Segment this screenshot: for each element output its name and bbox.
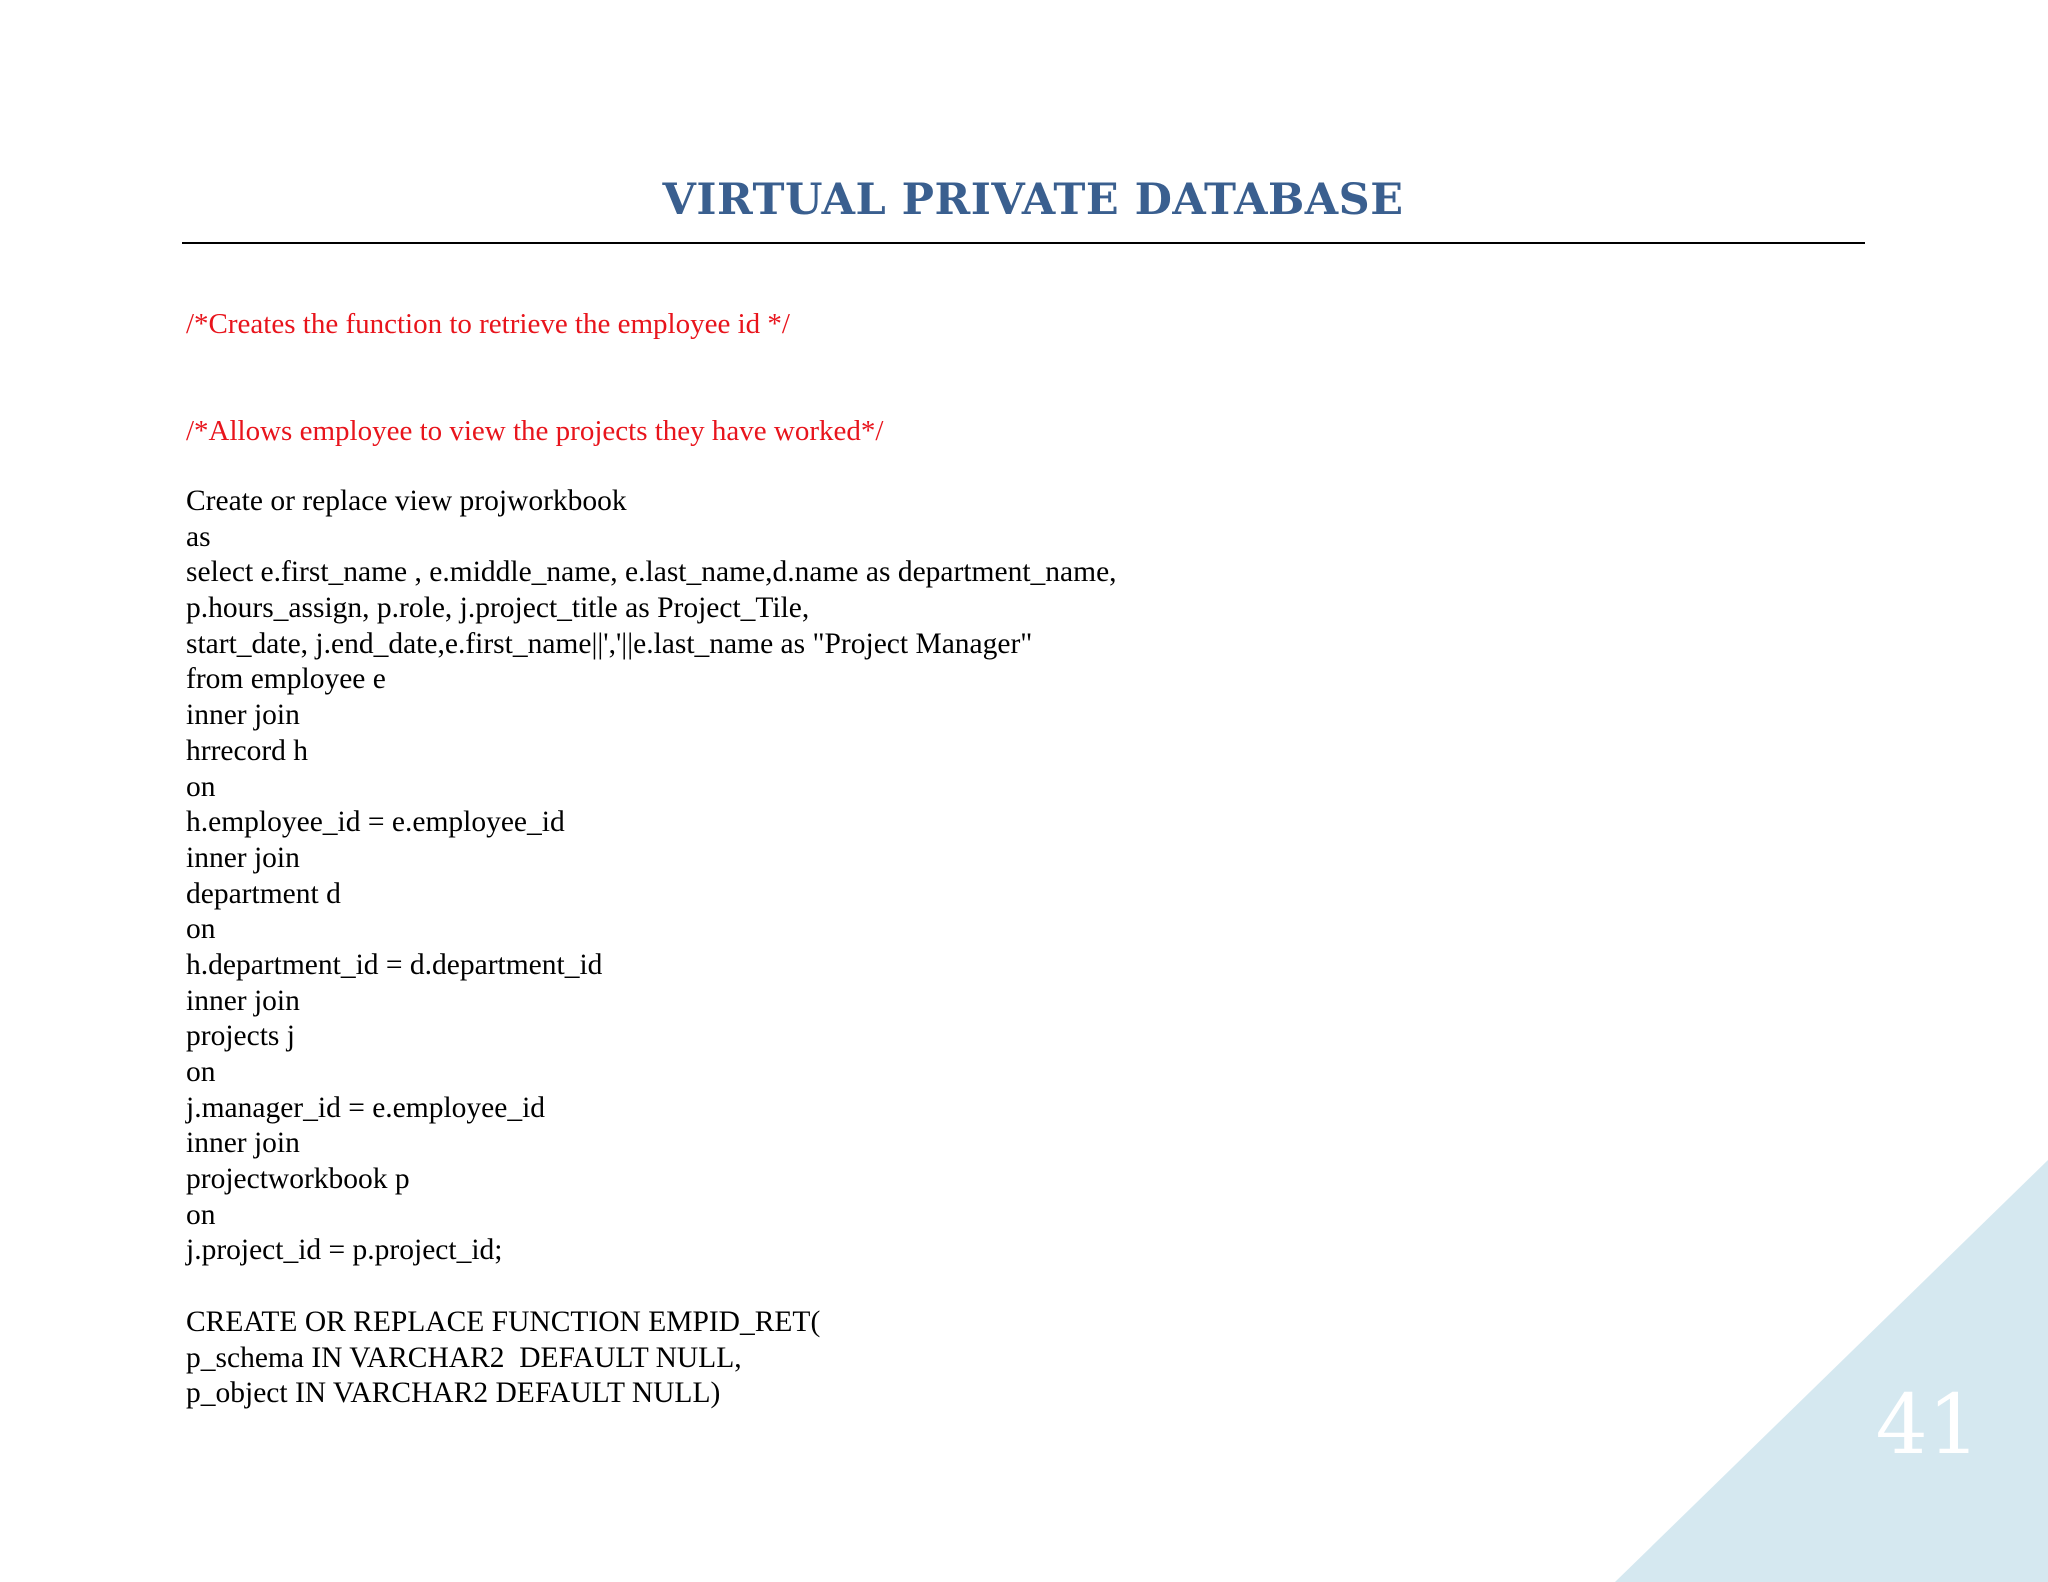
- sql-view-code-line: on: [186, 1198, 216, 1231]
- sql-view-code-line: from employee e: [186, 663, 386, 696]
- title-divider: [182, 242, 1865, 244]
- sql-function-code-line: p_object IN VARCHAR2 DEFAULT NULL): [186, 1377, 721, 1410]
- sql-view-code-line: inner join: [186, 1127, 300, 1160]
- comment-retrieve-employee-id: /*Creates the function to retrieve the employee id */: [186, 308, 790, 340]
- sql-view-code-line: j.manager_id = e.employee_id: [186, 1091, 546, 1124]
- sql-view-code-line: projects j: [186, 1020, 295, 1053]
- sql-view-code-line: as: [186, 520, 211, 553]
- comment-view-projects: /*Allows employee to view the projects they have worked*/: [186, 415, 884, 447]
- sql-view-code-line: hrrecord h: [186, 734, 309, 767]
- sql-view-code: [186, 484, 1117, 1269]
- sql-view-code-line: department d: [186, 877, 341, 910]
- page-title: VIRTUAL PRIVATE DATABASE: [662, 175, 1404, 225]
- sql-view-code-line: start_date, j.end_date,e.first_name||','||e.last_name as "Project Manager": [186, 627, 1033, 660]
- sql-view-code-line: on: [186, 913, 216, 946]
- sql-view-code-line: Create or replace view projworkbook: [186, 485, 627, 517]
- sql-function-code: [186, 1305, 820, 1412]
- sql-view-code-line: p.hours_assign, p.role, j.project_title as Project_Tile,: [186, 592, 810, 625]
- sql-view-code-line: h.department_id = d.department_id: [186, 948, 603, 981]
- sql-view-code-line: select e.first_name , e.middle_name, e.last_name,d.name as department_name,: [186, 556, 1117, 589]
- sql-view-code-line: projectworkbook p: [186, 1163, 410, 1196]
- sql-view-code-line: inner join: [186, 699, 300, 732]
- sql-view-code-line: inner join: [186, 841, 300, 874]
- sql-function-code-line: CREATE OR REPLACE FUNCTION EMPID_RET(: [186, 1306, 821, 1338]
- sql-view-code-line: h.employee_id = e.employee_id: [186, 806, 565, 839]
- sql-view-code-line: on: [186, 770, 216, 803]
- sql-view-code-line: inner join: [186, 984, 300, 1017]
- corner-triangle-shape: [1615, 1160, 2048, 1582]
- sql-view-code-line: j.project_id = p.project_id;: [186, 1234, 503, 1267]
- sql-view-code-line: on: [186, 1056, 216, 1088]
- page-number: 41: [1875, 1378, 1980, 1473]
- sql-function-code-line: p_schema IN VARCHAR2 DEFAULT NULL,: [186, 1341, 742, 1374]
